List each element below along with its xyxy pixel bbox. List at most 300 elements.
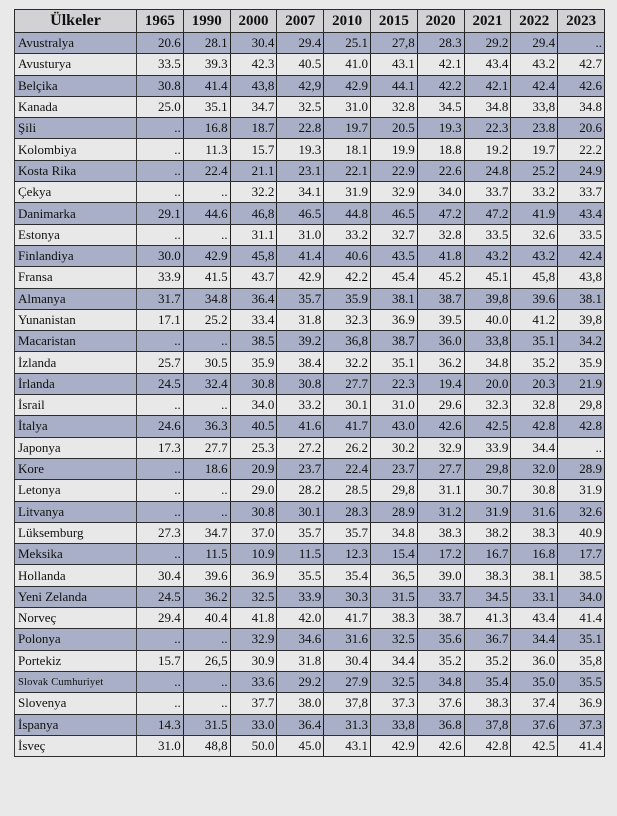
value-cell: 41.5: [183, 267, 230, 288]
value-cell: 34.8: [464, 96, 511, 117]
value-cell: 47.2: [417, 203, 464, 224]
column-header-2010: 2010: [324, 10, 371, 33]
value-cell: 41.4: [183, 75, 230, 96]
value-cell: 35.9: [558, 352, 605, 373]
value-cell: 25.7: [137, 352, 184, 373]
value-cell: ..: [137, 501, 184, 522]
value-cell: 19.7: [324, 118, 371, 139]
value-cell: 37,8: [324, 693, 371, 714]
table-row: [15, 395, 605, 416]
value-cell: 33.7: [464, 182, 511, 203]
value-cell: 42.8: [511, 416, 558, 437]
value-cell: 35.5: [277, 565, 324, 586]
value-cell: ..: [183, 501, 230, 522]
value-cell: 43.4: [558, 203, 605, 224]
value-cell: 34.0: [417, 182, 464, 203]
value-cell: 34.6: [277, 629, 324, 650]
value-cell: 15.7: [137, 650, 184, 671]
value-cell: 20.6: [558, 118, 605, 139]
country-cell: İzlanda: [15, 352, 137, 373]
value-cell: 31.0: [137, 735, 184, 756]
value-cell: 34.5: [417, 96, 464, 117]
value-cell: ..: [137, 395, 184, 416]
value-cell: 37.6: [417, 693, 464, 714]
value-cell: 33.4: [230, 309, 277, 330]
value-cell: 48,8: [183, 735, 230, 756]
value-cell: 31.1: [230, 224, 277, 245]
value-cell: 31.0: [277, 224, 324, 245]
table-row: [15, 96, 605, 117]
value-cell: 12.3: [324, 544, 371, 565]
value-cell: 35.4: [464, 671, 511, 692]
country-cell: Slovak Cumhuriyet: [15, 671, 137, 692]
column-header-2000: 2000: [230, 10, 277, 33]
header-row: [15, 10, 605, 33]
value-cell: 43.1: [324, 735, 371, 756]
value-cell: 34.5: [464, 586, 511, 607]
value-cell: 29.4: [277, 33, 324, 54]
value-cell: 34.8: [370, 522, 417, 543]
value-cell: 23.7: [277, 458, 324, 479]
value-cell: 43.4: [464, 54, 511, 75]
country-cell: Yunanistan: [15, 309, 137, 330]
value-cell: ..: [183, 480, 230, 501]
table-row: [15, 373, 605, 394]
value-cell: 45,8: [511, 267, 558, 288]
value-cell: 44.8: [324, 203, 371, 224]
value-cell: 46,8: [230, 203, 277, 224]
value-cell: 42.2: [417, 75, 464, 96]
value-cell: 32.8: [417, 224, 464, 245]
country-cell: Kanada: [15, 96, 137, 117]
value-cell: 37.3: [558, 714, 605, 735]
value-cell: ..: [558, 437, 605, 458]
value-cell: 34.7: [230, 96, 277, 117]
column-header-2021: 2021: [464, 10, 511, 33]
value-cell: 43.0: [370, 416, 417, 437]
value-cell: ..: [558, 33, 605, 54]
value-cell: 28.2: [277, 480, 324, 501]
value-cell: 10.9: [230, 544, 277, 565]
value-cell: 30.4: [230, 33, 277, 54]
value-cell: 20.5: [370, 118, 417, 139]
value-cell: 27.2: [277, 437, 324, 458]
value-cell: ..: [183, 629, 230, 650]
value-cell: 30.4: [324, 650, 371, 671]
table-row: [15, 480, 605, 501]
country-cell: İsveç: [15, 735, 137, 756]
value-cell: 45,8: [230, 245, 277, 266]
value-cell: 28.5: [324, 480, 371, 501]
table-row: [15, 608, 605, 629]
table-row: [15, 416, 605, 437]
value-cell: 31.6: [511, 501, 558, 522]
value-cell: 38.1: [511, 565, 558, 586]
value-cell: 36.9: [370, 309, 417, 330]
value-cell: 25.3: [230, 437, 277, 458]
country-cell: Japonya: [15, 437, 137, 458]
table-row: [15, 75, 605, 96]
value-cell: 32.9: [370, 182, 417, 203]
value-cell: 30.8: [230, 501, 277, 522]
value-cell: 41.7: [324, 608, 371, 629]
value-cell: 31.8: [277, 309, 324, 330]
value-cell: 33.1: [511, 586, 558, 607]
value-cell: 33.5: [464, 224, 511, 245]
value-cell: 35.1: [558, 629, 605, 650]
value-cell: ..: [183, 395, 230, 416]
table-row: [15, 224, 605, 245]
value-cell: 28.1: [183, 33, 230, 54]
country-cell: İspanya: [15, 714, 137, 735]
country-cell: Litvanya: [15, 501, 137, 522]
value-cell: 35.1: [370, 352, 417, 373]
value-cell: ..: [137, 331, 184, 352]
value-cell: 31.9: [324, 182, 371, 203]
value-cell: 35.4: [324, 565, 371, 586]
table-row: [15, 267, 605, 288]
value-cell: 25.1: [324, 33, 371, 54]
value-cell: 22.1: [324, 160, 371, 181]
value-cell: 41.6: [277, 416, 324, 437]
value-cell: 33,8: [370, 714, 417, 735]
value-cell: 40.5: [230, 416, 277, 437]
value-cell: 34.8: [558, 96, 605, 117]
value-cell: 18.1: [324, 139, 371, 160]
value-cell: 22.3: [464, 118, 511, 139]
value-cell: 32.2: [230, 182, 277, 203]
value-cell: 42.4: [558, 245, 605, 266]
value-cell: 39.0: [417, 565, 464, 586]
value-cell: 31.5: [183, 714, 230, 735]
value-cell: 38.5: [558, 565, 605, 586]
value-cell: 42.1: [464, 75, 511, 96]
value-cell: 34.2: [558, 331, 605, 352]
value-cell: 31.0: [370, 395, 417, 416]
value-cell: 36.2: [183, 586, 230, 607]
country-cell: Kosta Rika: [15, 160, 137, 181]
value-cell: 19.9: [370, 139, 417, 160]
value-cell: 42.4: [511, 75, 558, 96]
value-cell: 32.5: [230, 586, 277, 607]
value-cell: 34.8: [183, 288, 230, 309]
value-cell: 19.3: [417, 118, 464, 139]
country-cell: Meksika: [15, 544, 137, 565]
value-cell: 41.8: [417, 245, 464, 266]
value-cell: 17.2: [417, 544, 464, 565]
value-cell: 36.8: [417, 714, 464, 735]
country-cell: Norveç: [15, 608, 137, 629]
value-cell: 36.4: [277, 714, 324, 735]
value-cell: 47.2: [464, 203, 511, 224]
value-cell: 41.0: [324, 54, 371, 75]
value-cell: 41.9: [511, 203, 558, 224]
value-cell: 34.4: [511, 437, 558, 458]
value-cell: 32.5: [370, 629, 417, 650]
country-cell: Danimarka: [15, 203, 137, 224]
value-cell: 33,8: [511, 96, 558, 117]
value-cell: 22.2: [558, 139, 605, 160]
value-cell: 40.6: [324, 245, 371, 266]
value-cell: 35.6: [417, 629, 464, 650]
value-cell: 29,8: [464, 458, 511, 479]
value-cell: 19.4: [417, 373, 464, 394]
value-cell: 29.2: [277, 671, 324, 692]
value-cell: 36.0: [511, 650, 558, 671]
table-row: [15, 586, 605, 607]
value-cell: 23.8: [511, 118, 558, 139]
value-cell: 23.1: [277, 160, 324, 181]
country-cell: Avustralya: [15, 33, 137, 54]
table-row: [15, 565, 605, 586]
value-cell: 21.9: [558, 373, 605, 394]
value-cell: 31.9: [558, 480, 605, 501]
value-cell: 45.0: [277, 735, 324, 756]
value-cell: 26,5: [183, 650, 230, 671]
value-cell: 11.5: [277, 544, 324, 565]
value-cell: 42.0: [277, 608, 324, 629]
value-cell: ..: [137, 182, 184, 203]
value-cell: 39.6: [511, 288, 558, 309]
value-cell: 35.7: [277, 288, 324, 309]
value-cell: 41.2: [511, 309, 558, 330]
value-cell: 27.9: [324, 671, 371, 692]
value-cell: 22.9: [370, 160, 417, 181]
value-cell: 18.8: [417, 139, 464, 160]
country-cell: Kolombiya: [15, 139, 137, 160]
value-cell: 29.4: [137, 608, 184, 629]
value-cell: ..: [137, 544, 184, 565]
value-cell: 32.9: [230, 629, 277, 650]
value-cell: 31.9: [464, 501, 511, 522]
country-cell: Macaristan: [15, 331, 137, 352]
value-cell: 27.3: [137, 522, 184, 543]
value-cell: 32.7: [370, 224, 417, 245]
value-cell: ..: [137, 671, 184, 692]
value-cell: 43.5: [370, 245, 417, 266]
value-cell: 39,8: [558, 309, 605, 330]
value-cell: 36.9: [558, 693, 605, 714]
value-cell: 36,5: [370, 565, 417, 586]
value-cell: 43.1: [370, 54, 417, 75]
value-cell: 38.2: [464, 522, 511, 543]
value-cell: 33,8: [464, 331, 511, 352]
value-cell: 34.4: [370, 650, 417, 671]
value-cell: 33.9: [137, 267, 184, 288]
value-cell: 42.6: [558, 75, 605, 96]
value-cell: 24.6: [137, 416, 184, 437]
value-cell: 31.7: [137, 288, 184, 309]
value-cell: 42.8: [464, 735, 511, 756]
value-cell: 25.2: [511, 160, 558, 181]
value-cell: 45.1: [464, 267, 511, 288]
country-cell: Çekya: [15, 182, 137, 203]
value-cell: 16.7: [464, 544, 511, 565]
column-header-1990: 1990: [183, 10, 230, 33]
value-cell: 33.2: [324, 224, 371, 245]
value-cell: 35.9: [324, 288, 371, 309]
table-row: [15, 671, 605, 692]
value-cell: 38.3: [464, 693, 511, 714]
value-cell: 32.8: [370, 96, 417, 117]
value-cell: 37.0: [230, 522, 277, 543]
table-body: [15, 33, 605, 757]
country-cell: Avusturya: [15, 54, 137, 75]
value-cell: 33.6: [230, 671, 277, 692]
table-row: [15, 458, 605, 479]
value-cell: 11.3: [183, 139, 230, 160]
value-cell: 20.9: [230, 458, 277, 479]
value-cell: 37.3: [370, 693, 417, 714]
value-cell: 27.7: [183, 437, 230, 458]
value-cell: 19.3: [277, 139, 324, 160]
table-row: [15, 139, 605, 160]
value-cell: 38.0: [277, 693, 324, 714]
value-cell: 36.9: [230, 565, 277, 586]
value-cell: 32.8: [511, 395, 558, 416]
value-cell: 35.7: [277, 522, 324, 543]
value-cell: 42.3: [230, 54, 277, 75]
value-cell: 39.6: [183, 565, 230, 586]
value-cell: 34.7: [183, 522, 230, 543]
value-cell: 42.9: [277, 267, 324, 288]
value-cell: 30.8: [511, 480, 558, 501]
value-cell: 25.0: [137, 96, 184, 117]
country-cell: Yeni Zelanda: [15, 586, 137, 607]
value-cell: 29,8: [370, 480, 417, 501]
country-cell: Estonya: [15, 224, 137, 245]
value-cell: 43.2: [511, 54, 558, 75]
value-cell: 24.9: [558, 160, 605, 181]
value-cell: 24.5: [137, 586, 184, 607]
country-cell: Polonya: [15, 629, 137, 650]
value-cell: 43,8: [558, 267, 605, 288]
value-cell: 35.9: [230, 352, 277, 373]
value-cell: 36.3: [183, 416, 230, 437]
table-row: [15, 629, 605, 650]
table-row: [15, 650, 605, 671]
value-cell: 36.0: [417, 331, 464, 352]
value-cell: 34.8: [464, 352, 511, 373]
value-cell: 38.7: [370, 331, 417, 352]
value-cell: 42.6: [417, 416, 464, 437]
table-row: [15, 245, 605, 266]
value-cell: 20.3: [511, 373, 558, 394]
value-cell: 33.2: [511, 182, 558, 203]
country-cell: İrlanda: [15, 373, 137, 394]
value-cell: 38.3: [370, 608, 417, 629]
value-cell: 28.9: [558, 458, 605, 479]
table-row: [15, 288, 605, 309]
table-frame: [14, 9, 604, 809]
value-cell: 22.3: [370, 373, 417, 394]
value-cell: 42.6: [417, 735, 464, 756]
table-row: [15, 118, 605, 139]
value-cell: 29.1: [137, 203, 184, 224]
value-cell: 41.4: [277, 245, 324, 266]
value-cell: 43.2: [464, 245, 511, 266]
tax-revenue-table: [14, 9, 605, 757]
value-cell: 32.6: [511, 224, 558, 245]
value-cell: ..: [183, 671, 230, 692]
value-cell: 19.7: [511, 139, 558, 160]
value-cell: 33.9: [464, 437, 511, 458]
value-cell: 32.0: [511, 458, 558, 479]
value-cell: 17.7: [558, 544, 605, 565]
value-cell: 34.8: [417, 671, 464, 692]
table-row: [15, 160, 605, 181]
value-cell: 38.7: [417, 288, 464, 309]
value-cell: 15.4: [370, 544, 417, 565]
value-cell: 29.2: [464, 33, 511, 54]
value-cell: 42.8: [558, 416, 605, 437]
value-cell: 24.5: [137, 373, 184, 394]
value-cell: 40.5: [277, 54, 324, 75]
value-cell: 30.3: [324, 586, 371, 607]
value-cell: 30.0: [137, 245, 184, 266]
value-cell: 39,8: [464, 288, 511, 309]
value-cell: 50.0: [230, 735, 277, 756]
value-cell: 33.7: [417, 586, 464, 607]
table-row: [15, 714, 605, 735]
value-cell: 30.2: [370, 437, 417, 458]
value-cell: 28.3: [417, 33, 464, 54]
value-cell: 42.9: [324, 75, 371, 96]
value-cell: 34.4: [511, 629, 558, 650]
country-cell: Fransa: [15, 267, 137, 288]
value-cell: 36.2: [417, 352, 464, 373]
value-cell: 30.8: [277, 373, 324, 394]
value-cell: 20.0: [464, 373, 511, 394]
value-cell: ..: [137, 224, 184, 245]
value-cell: 30.7: [464, 480, 511, 501]
value-cell: 22.4: [324, 458, 371, 479]
value-cell: 31.2: [417, 501, 464, 522]
value-cell: 35.1: [183, 96, 230, 117]
value-cell: 19.2: [464, 139, 511, 160]
value-cell: 42.2: [324, 267, 371, 288]
table-row: [15, 501, 605, 522]
value-cell: 43.7: [230, 267, 277, 288]
column-header-2015: 2015: [370, 10, 417, 33]
value-cell: 32.5: [370, 671, 417, 692]
value-cell: 40.9: [558, 522, 605, 543]
table-row: [15, 735, 605, 756]
value-cell: 39.2: [277, 331, 324, 352]
value-cell: 28.3: [324, 501, 371, 522]
value-cell: 38.7: [417, 608, 464, 629]
value-cell: 37.6: [511, 714, 558, 735]
value-cell: ..: [137, 139, 184, 160]
value-cell: 27.7: [417, 458, 464, 479]
value-cell: 30.8: [230, 373, 277, 394]
value-cell: ..: [137, 458, 184, 479]
value-cell: 11.5: [183, 544, 230, 565]
value-cell: 35.1: [511, 331, 558, 352]
value-cell: 42.7: [558, 54, 605, 75]
table-row: [15, 352, 605, 373]
table-row: [15, 309, 605, 330]
value-cell: 39.3: [183, 54, 230, 75]
value-cell: 32.5: [277, 96, 324, 117]
value-cell: 27,8: [370, 33, 417, 54]
value-cell: 40.4: [183, 608, 230, 629]
value-cell: 33.5: [137, 54, 184, 75]
value-cell: 35.5: [558, 671, 605, 692]
country-cell: Belçika: [15, 75, 137, 96]
value-cell: ..: [183, 182, 230, 203]
value-cell: ..: [137, 629, 184, 650]
